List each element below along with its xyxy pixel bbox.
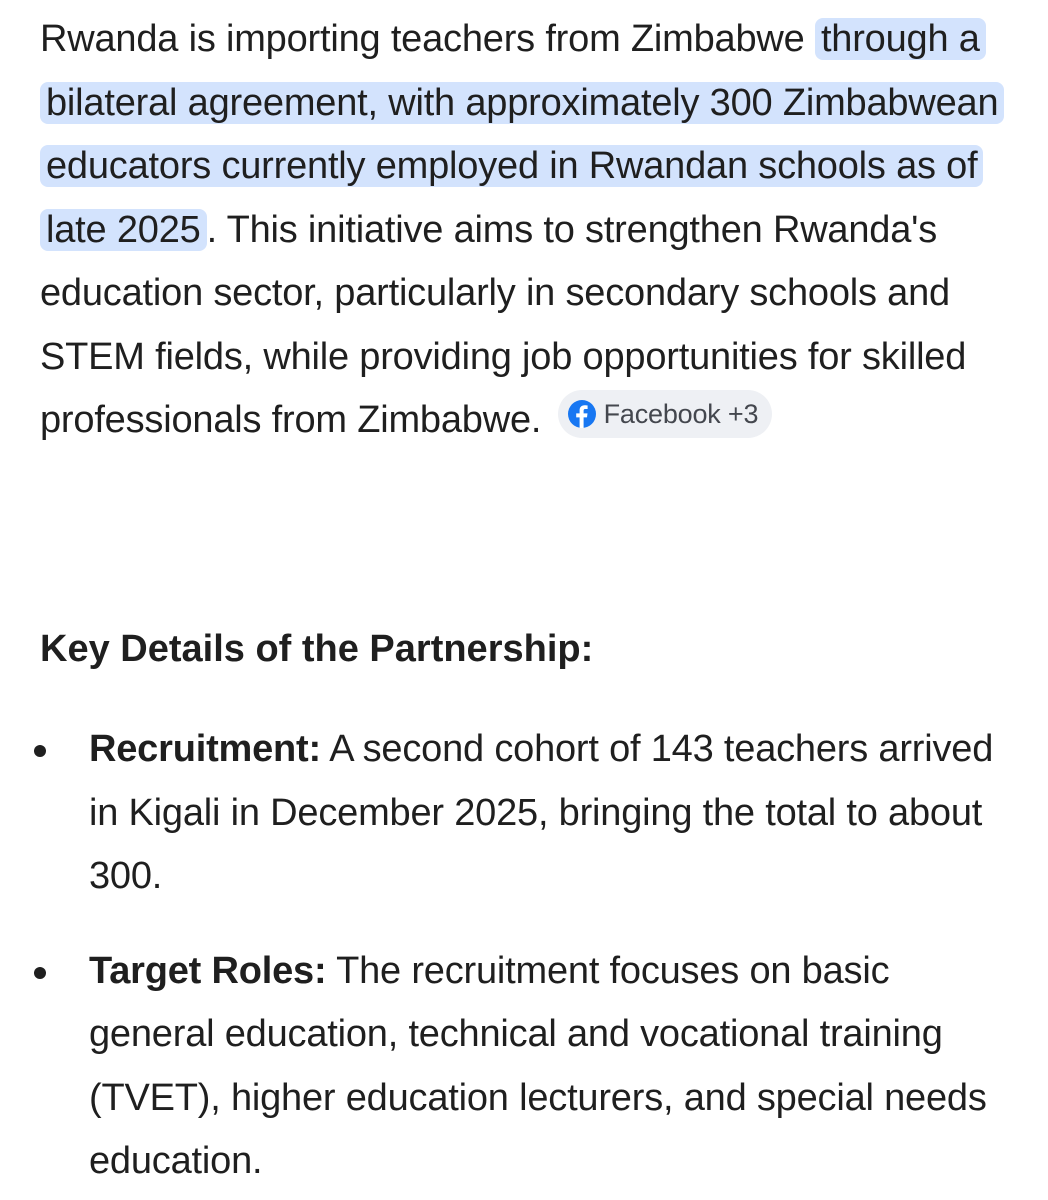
bullet-dot — [34, 967, 46, 979]
answer-content — [40, 8, 1000, 453]
source-chip-label: Facebook +3 — [603, 399, 759, 429]
intro-paragraph — [40, 8, 1000, 453]
detail-text: A second cohort of 143 teachers arrived in Kigali in December 2025, bringing the total to about 300. — [89, 728, 994, 897]
list-item — [40, 940, 1000, 1194]
details-list — [40, 718, 1000, 1194]
detail-term: Target Roles: — [89, 949, 327, 992]
facebook-icon — [568, 400, 596, 428]
detail-text: The recruitment focuses on basic general education, technical and vocational training (TVET), higher education lecturers, and special needs education. — [89, 949, 987, 1182]
source-chip[interactable] — [558, 390, 773, 438]
section-heading: Key Details of the Partnership: — [40, 628, 594, 670]
highlighted-citation-text[interactable]: through a bilateral agreement, with approximately 300 Zimbabwean educators currently employed in Rwandan schools as of late 2025 — [40, 18, 1004, 251]
intro-text-end: . This initiative aims to strengthen Rwanda's education sector, particularly in secondary schools and STEM fields, while providing job opportunities for skilled professionals from Zimbabwe. — [40, 208, 967, 441]
list-item — [40, 718, 1000, 909]
intro-text-start: Rwanda is importing teachers from Zimbabwe — [40, 18, 815, 60]
bullet-dot — [34, 745, 46, 757]
detail-term: Recruitment: — [89, 728, 321, 770]
